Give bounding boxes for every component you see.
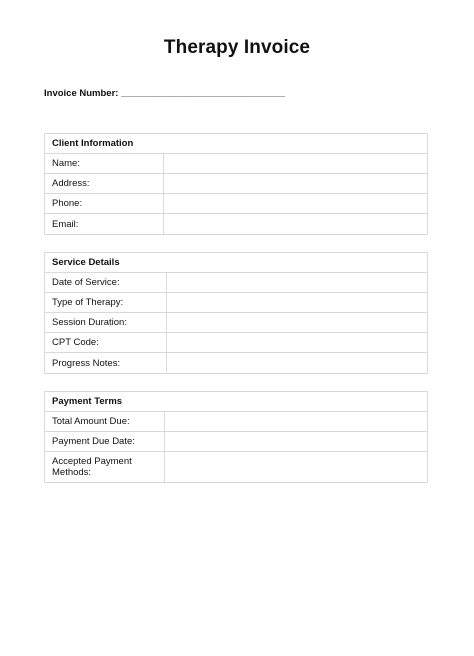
table-row [45,154,427,174]
accepted-payment-methods-label: Accepted Payment Methods: [45,452,165,482]
service-details-header: Service Details [45,253,427,273]
cpt-code-field[interactable] [167,333,427,352]
name-label: Name: [45,154,164,173]
invoice-number-label: Invoice Number: [44,88,119,99]
table-row [45,452,427,482]
table-row [45,293,427,313]
page-title: Therapy Invoice [163,37,311,58]
address-field[interactable] [164,174,427,193]
client-information-header: Client Information [45,134,427,154]
total-amount-due-field[interactable] [165,412,427,431]
address-label: Address: [45,174,164,193]
email-field[interactable] [164,214,427,234]
table-row [45,412,427,432]
date-of-service-field[interactable] [167,273,427,292]
table-row [45,353,427,373]
type-of-therapy-label: Type of Therapy: [45,293,167,312]
progress-notes-label: Progress Notes: [45,353,167,373]
type-of-therapy-field[interactable] [167,293,427,312]
cpt-code-label: CPT Code: [45,333,167,352]
table-row [45,432,427,452]
total-amount-due-label: Total Amount Due: [45,412,165,431]
table-row [45,333,427,353]
table-row [45,273,427,293]
name-field[interactable] [164,154,427,173]
payment-due-date-field[interactable] [165,432,427,451]
invoice-number-field[interactable]: _______________________________ [121,88,285,99]
payment-due-date-label: Payment Due Date: [45,432,165,451]
session-duration-label: Session Duration: [45,313,167,332]
payment-terms-header: Payment Terms [45,392,427,412]
session-duration-field[interactable] [167,313,427,332]
table-row [45,194,427,214]
payment-terms-table [44,391,428,483]
client-information-table [44,133,428,235]
table-row [45,313,427,333]
progress-notes-field[interactable] [167,353,427,373]
table-row [45,174,427,194]
phone-label: Phone: [45,194,164,213]
table-row [45,214,427,234]
email-label: Email: [45,214,164,234]
service-details-table [44,252,428,374]
invoice-number-line [44,88,285,99]
accepted-payment-methods-field[interactable] [165,452,427,482]
date-of-service-label: Date of Service: [45,273,167,292]
phone-field[interactable] [164,194,427,213]
